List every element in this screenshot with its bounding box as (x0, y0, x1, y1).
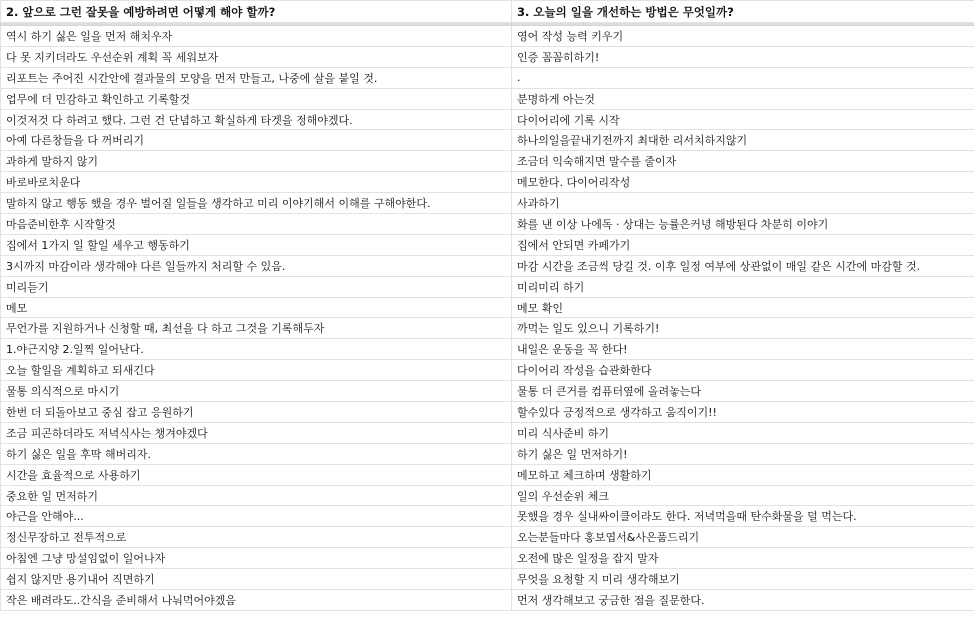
table-row (1, 297, 974, 318)
cell-prevention[interactable]: 이것저것 다 하려고 했다. 그런 건 단념하고 확실하게 타겟을 정해야겠다. (1, 109, 512, 130)
cell-prevention[interactable]: 하기 싫은 일을 후딱 해버리자. (1, 443, 512, 464)
table-row (1, 485, 974, 506)
cell-prevention[interactable]: 오늘 할일을 계획하고 되새긴다 (1, 360, 512, 381)
table-body (1, 23, 974, 611)
cell-prevention[interactable]: 과하게 말하지 않기 (1, 151, 512, 172)
cell-prevention[interactable]: 야근을 안해야... (1, 506, 512, 527)
table-row (1, 464, 974, 485)
cell-improvement[interactable]: 미리 식사준비 하기 (512, 422, 974, 443)
cell-prevention[interactable]: 메모 (1, 297, 512, 318)
table-row (1, 506, 974, 527)
cell-prevention[interactable]: 무언가를 지원하거나 신청할 때, 최선을 다 하고 그것을 기록해두자 (1, 318, 512, 339)
cell-prevention[interactable]: 아예 다른창들을 다 꺼버리기 (1, 130, 512, 151)
table-row (1, 402, 974, 423)
cell-improvement[interactable]: 마감 시간을 조금씩 당길 것. 이후 일정 여부에 상관없이 매일 같은 시간에 마감할 것. (512, 255, 974, 276)
cell-improvement[interactable]: 일의 우선순위 체크 (512, 485, 974, 506)
table-row (1, 193, 974, 214)
table-row (1, 381, 974, 402)
table-row (1, 151, 974, 172)
table-row (1, 422, 974, 443)
cell-prevention[interactable]: 물통 의식적으로 마시기 (1, 381, 512, 402)
cell-improvement[interactable]: 하나의일을끝내기전까지 최대한 리서치하지않기 (512, 130, 974, 151)
column-header-prevention[interactable]: 2. 앞으로 그런 잘못을 예방하려면 어떻게 해야 할까? (1, 1, 512, 23)
table-row (1, 276, 974, 297)
cell-improvement[interactable]: 메모 확인 (512, 297, 974, 318)
cell-prevention[interactable]: 마음준비한후 시작할것 (1, 214, 512, 235)
table-row (1, 130, 974, 151)
cell-prevention[interactable]: 역시 하기 싫은 일을 먼저 해치우자 (1, 26, 512, 47)
cell-prevention[interactable]: 미리듣기 (1, 276, 512, 297)
cell-improvement[interactable]: 다이어리에 기록 시작 (512, 109, 974, 130)
table-row (1, 255, 974, 276)
table-row (1, 67, 974, 88)
cell-prevention[interactable]: 중요한 일 먼저하기 (1, 485, 512, 506)
cell-improvement[interactable]: 사과하기 (512, 193, 974, 214)
cell-improvement[interactable]: 못했을 경우 실내싸이클이라도 한다. 저녁먹을때 탄수화물을 덜 먹는다. (512, 506, 974, 527)
cell-improvement[interactable]: 내일은 운동을 꼭 한다! (512, 339, 974, 360)
cell-prevention[interactable]: 한번 더 되돌아보고 중심 잡고 응원하기 (1, 402, 512, 423)
table-row (1, 88, 974, 109)
cell-improvement[interactable]: 메모하고 체크하며 생활하기 (512, 464, 974, 485)
cell-prevention[interactable]: 1.야근지양 2.일찍 일어난다. (1, 339, 512, 360)
table-row (1, 360, 974, 381)
table-row (1, 590, 974, 611)
cell-improvement[interactable]: 메모한다. 다이어리작성 (512, 172, 974, 193)
cell-improvement[interactable]: 영어 작성 능력 키우기 (512, 26, 974, 47)
column-header-improvement[interactable]: 3. 오늘의 일을 개선하는 방법은 무엇일까? (512, 1, 974, 23)
cell-improvement[interactable]: 할수있다 긍정적으로 생각하고 움직이기!! (512, 402, 974, 423)
cell-improvement[interactable]: 화를 낸 이상 나에독 · 상대는 능률은커녕 해방된다 차분히 이야기 (512, 214, 974, 235)
cell-improvement[interactable]: 미리미리 하기 (512, 276, 974, 297)
cell-prevention[interactable]: 정신무장하고 전투적으로 (1, 527, 512, 548)
table-row (1, 548, 974, 569)
cell-improvement[interactable]: 집에서 안되면 카페가기 (512, 234, 974, 255)
cell-prevention[interactable]: 쉽지 않지만 용기내어 직면하기 (1, 569, 512, 590)
cell-improvement[interactable]: 까먹는 일도 있으니 기록하기! (512, 318, 974, 339)
cell-improvement[interactable]: 조금더 익숙해지면 말수를 줄이자 (512, 151, 974, 172)
cell-prevention[interactable]: 아침엔 그냥 망설임없이 일어나자 (1, 548, 512, 569)
table-row (1, 569, 974, 590)
table-row (1, 339, 974, 360)
table-row (1, 234, 974, 255)
table-row (1, 318, 974, 339)
table-row (1, 172, 974, 193)
cell-prevention[interactable]: 바로바로치운다 (1, 172, 512, 193)
cell-prevention[interactable]: 시간을 효율적으로 사용하기 (1, 464, 512, 485)
cell-improvement[interactable]: 무엇을 요청할 지 미리 생각해보기 (512, 569, 974, 590)
cell-improvement[interactable]: 인증 꼼꼼히하기! (512, 46, 974, 67)
cell-prevention[interactable]: 다 못 지키더라도 우선순위 계획 꼭 세워보자 (1, 46, 512, 67)
cell-improvement[interactable]: 먼저 생각해보고 궁금한 점을 질문한다. (512, 590, 974, 611)
cell-improvement[interactable]: 오는분들마다 홍보엽서&사은품드리기 (512, 527, 974, 548)
table-row (1, 46, 974, 67)
table-row (1, 214, 974, 235)
cell-prevention[interactable]: 집에서 1가지 일 할일 세우고 행동하기 (1, 234, 512, 255)
cell-improvement[interactable]: 하기 싫은 일 먼저하기! (512, 443, 974, 464)
cell-prevention[interactable]: 리포트는 주어진 시간안에 결과물의 모양을 먼저 만들고, 나중에 살을 붙일 것. (1, 67, 512, 88)
cell-improvement[interactable]: 분명하게 아는것 (512, 88, 974, 109)
cell-prevention[interactable]: 업무에 더 민감하고 확인하고 기록할것 (1, 88, 512, 109)
cell-prevention[interactable]: 말하지 않고 행동 했을 경우 벌어질 일들을 생각하고 미리 이야기해서 이해를 구해야한다. (1, 193, 512, 214)
table-row (1, 109, 974, 130)
cell-improvement[interactable]: 다이어리 작성을 습관화한다 (512, 360, 974, 381)
cell-prevention[interactable]: 작은 배려라도..간식을 준비해서 나눠먹어야겠음 (1, 590, 512, 611)
cell-prevention[interactable]: 조금 피곤하더라도 저녁식사는 챙겨야겠다 (1, 422, 512, 443)
header-row (1, 1, 974, 23)
table-row (1, 26, 974, 47)
cell-improvement[interactable]: 물통 더 큰거를 컴퓨터옆에 올려놓는다 (512, 381, 974, 402)
cell-improvement[interactable]: 오전에 많은 일정을 잡지 말자 (512, 548, 974, 569)
cell-prevention[interactable]: 3시까지 마감이라 생각해야 다른 일들까지 처리할 수 있음. (1, 255, 512, 276)
cell-improvement[interactable]: . (512, 67, 974, 88)
table-row (1, 443, 974, 464)
table-row (1, 527, 974, 548)
